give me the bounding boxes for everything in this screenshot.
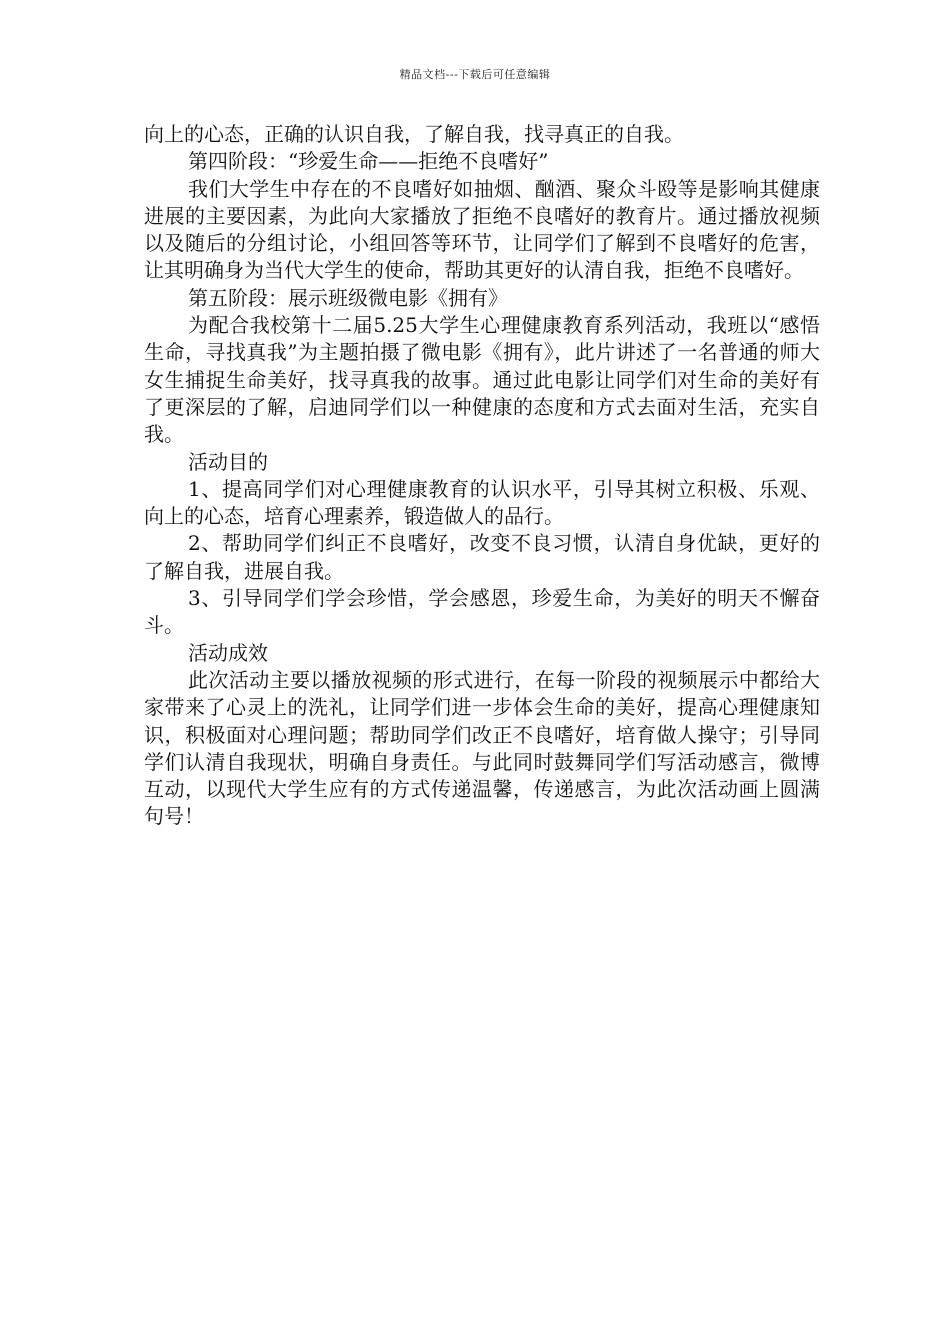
page-header: 精品文档---下载后可任意编辑 <box>399 68 551 81</box>
heading-activity-purpose: 活动目的 <box>188 449 268 474</box>
heading-stage-four: 第四阶段：“珍爱生命——拒绝不良嗜好” <box>188 149 549 174</box>
paragraph-continuation: 向上的心态，正确的认识自我，了解自我，找寻真正的自我。 <box>144 122 684 146</box>
paragraph-stage-four: 我们大学生中存在的不良嗜好如抽烟、酗酒、聚众斗殴等是影响其健康进展的主要因素，为此向大家播放了拒绝不良嗜好的教育片。通过播放视频以及随后的分组讨论，小组回答等环节，让同学们了解到不良嗜好的危害，让其明确身为当代大学生的使命，帮助其更好的认清自我，拒绝不良嗜好。 <box>144 176 820 283</box>
purpose-item-3: 3、引导同学们学会珍惜，学会感恩，珍爱生命，为美好的明天不懈奋斗。 <box>144 586 820 638</box>
heading-activity-results: 活动成效 <box>188 640 268 665</box>
purpose-item-1: 1、提高同学们对心理健康教育的认识水平，引导其树立积极、乐观、向上的心态，培育心理素养，锻造做人的品行。 <box>144 476 820 529</box>
document-body <box>144 121 820 831</box>
paragraph-stage-five: 为配合我校第十二届5.25大学生心理健康教育系列活动，我班以“感悟生命，寻找真我”为主题拍摄了微电影《拥有》，此片讲述了一名普通的师大女生捕捉生命美好，找寻真我的故事。通过此电影让同学们对生命的美好有了更深层的了解，启迪同学们以一种健康的态度和方式去面对生活，充实自我。 <box>144 313 820 447</box>
purpose-item-2: 2、帮助同学们纠正不良嗜好，改变不良习惯，认清自身优缺，更好的了解自我，进展自我。 <box>144 531 820 583</box>
heading-stage-five: 第五阶段：展示班级微电影《拥有》 <box>188 285 508 310</box>
paragraph-activity-results: 此次活动主要以播放视频的形式进行，在每一阶段的视频展示中都给大家带来了心灵上的洗礼，让同学们进一步体会生命的美好，提高心理健康知识，积极面对心理问题；帮助同学们改正不良嗜好，培育做人操守；引导同学们认清自我现状，明确自身责任。与此同时鼓舞同学们写活动感言，微博互动，以现代大学生应有的方式传递温馨，传递感言，为此次活动画上圆满句号！ <box>144 667 820 829</box>
